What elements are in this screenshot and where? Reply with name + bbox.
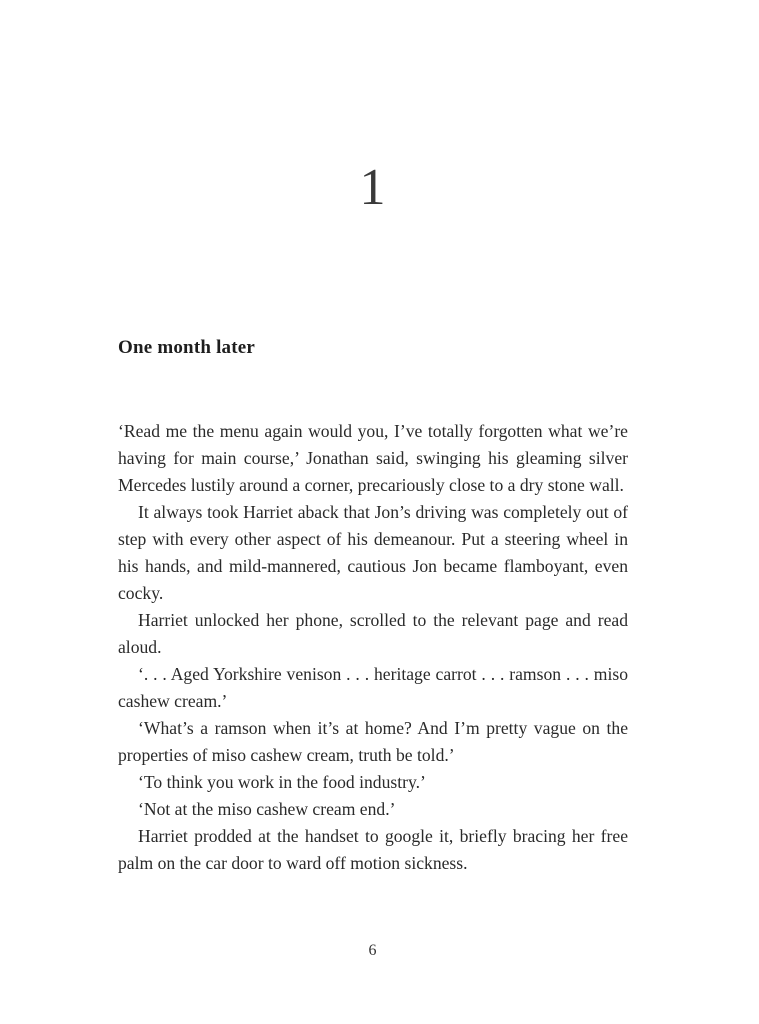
paragraph: ‘. . . Aged Yorkshire venison . . . heritage carrot . . . ramson . . . miso cashew cream.’	[118, 664, 628, 711]
paragraph: ‘Not at the miso cashew cream end.’	[138, 799, 396, 819]
body-text	[118, 418, 628, 877]
page-number: 6	[368, 942, 377, 959]
paragraph: It always took Harriet aback that Jon’s driving was completely out of step with every other aspect of his demeanour. Put a steering wheel in his hands, and mild-mannered, cautious Jon became flamboyant, even cocky.	[118, 502, 628, 603]
paragraph: ‘To think you work in the food industry.’	[138, 772, 426, 792]
paragraph: ‘Read me the menu again would you, I’ve totally forgotten what we’re having for main course,’ Jonathan said, swinging his gleaming silver Mercedes lustily around a corner, precariously close to a dry stone wall.	[118, 421, 628, 495]
chapter-number: 1	[359, 159, 386, 216]
paragraph: Harriet unlocked her phone, scrolled to the relevant page and read aloud.	[118, 610, 628, 657]
section-heading: One month later	[118, 337, 256, 358]
paragraph: ‘What’s a ramson when it’s at home? And I’m pretty vague on the properties of miso cashew cream, truth be told.’	[118, 718, 628, 765]
paragraph: Harriet prodded at the handset to google it, briefly bracing her free palm on the car door to ward off motion sickness.	[118, 826, 628, 873]
